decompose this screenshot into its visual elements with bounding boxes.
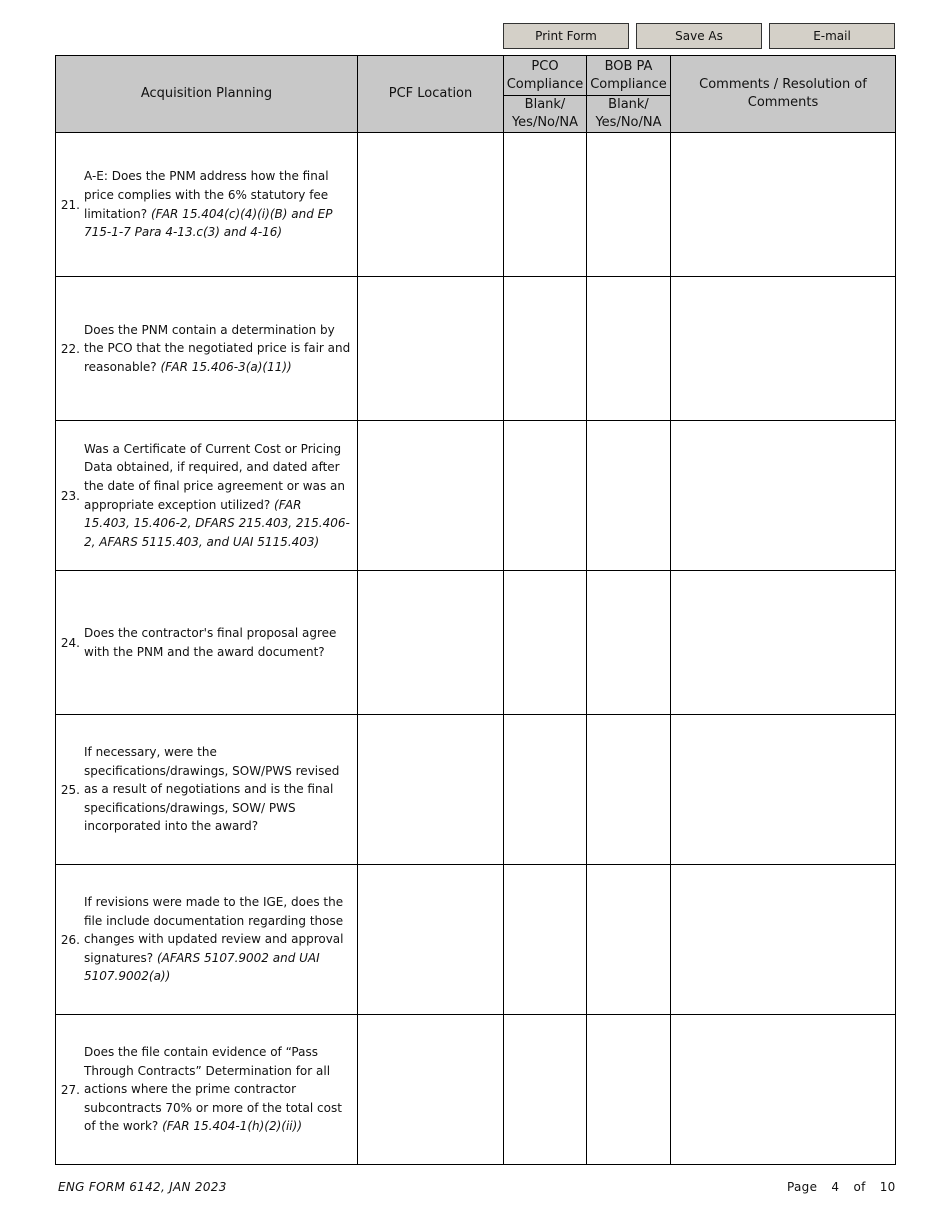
header-bob-options: Blank/ Yes/No/NA — [587, 96, 671, 133]
comments-field[interactable] — [671, 277, 896, 421]
question-number: 23. — [60, 488, 80, 503]
page-total: 10 — [879, 1180, 896, 1194]
question-number: 24. — [60, 635, 80, 650]
question-cell — [56, 715, 358, 865]
question-citation: (AFARS 5107.9002 and UAI 5107.9002(a)) — [84, 950, 320, 984]
question-number: 21. — [60, 197, 80, 212]
question-text-block — [84, 440, 357, 552]
pco-compliance-field[interactable] — [504, 421, 587, 571]
pco-compliance-field[interactable] — [504, 1015, 587, 1165]
comments-field[interactable] — [671, 865, 896, 1015]
checklist-table — [55, 55, 896, 1165]
pcf-location-field[interactable] — [358, 277, 504, 421]
question-text: A-E: Does the PNM address how the final price complies with the 6% statutory fee limitation? — [84, 169, 329, 221]
question-text-block — [84, 321, 357, 377]
header-pcf-location: PCF Location — [358, 56, 504, 133]
question-text: Does the file contain evidence of “Pass Through Contracts” Determination for all actions where the prime contractor subcontracts 70% or more of the total cost of the work? — [84, 1045, 342, 1134]
comments-field[interactable] — [671, 421, 896, 571]
print-form-button[interactable]: Print Form — [503, 23, 629, 49]
question-number: 27. — [60, 1082, 80, 1097]
question-row — [56, 715, 896, 865]
comments-field[interactable] — [671, 133, 896, 277]
bob-compliance-field[interactable] — [587, 133, 671, 277]
question-cell — [56, 571, 358, 715]
pcf-location-field[interactable] — [358, 571, 504, 715]
pcf-location-field[interactable] — [358, 715, 504, 865]
header-pco-compliance: PCO Compliance — [504, 56, 587, 96]
save-as-button[interactable]: Save As — [636, 23, 762, 49]
question-number: 25. — [60, 782, 80, 797]
pco-compliance-field[interactable] — [504, 133, 587, 277]
form-number: ENG FORM 6142, JAN 2023 — [58, 1180, 227, 1194]
of-label: of — [853, 1180, 866, 1194]
question-text: If revisions were made to the IGE, does the file include documentation regarding those changes with updated review and approval signatures? — [84, 895, 344, 965]
question-row — [56, 421, 896, 571]
question-row — [56, 133, 896, 277]
question-row — [56, 1015, 896, 1165]
email-button[interactable]: E-mail — [769, 23, 895, 49]
question-cell — [56, 277, 358, 421]
question-citation: (FAR 15.406-3(a)(11)) — [160, 359, 292, 374]
pco-compliance-field[interactable] — [504, 865, 587, 1015]
page-label: Page — [787, 1180, 818, 1194]
comments-field[interactable] — [671, 715, 896, 865]
header-comments: Comments / Resolution of Comments — [671, 56, 896, 133]
question-citation: (FAR 15.404-1(h)(2)(ii)) — [162, 1119, 302, 1134]
question-text: Was a Certificate of Current Cost or Pricing Data obtained, if required, and dated after the date of final price agreement or was an appropriate exception utilized? — [84, 441, 345, 512]
pco-compliance-field[interactable] — [504, 571, 587, 715]
question-cell — [56, 1015, 358, 1165]
pcf-location-field[interactable] — [358, 1015, 504, 1165]
comments-field[interactable] — [671, 1015, 896, 1165]
question-row — [56, 571, 896, 715]
question-citation: (FAR 15.403, 15.406-2, DFARS 215.403, 215.406-2, AFARS 5115.403, and UAI 5115.403) — [84, 497, 350, 549]
question-text-block — [84, 624, 357, 661]
question-text-block — [84, 743, 357, 836]
question-text-block — [84, 167, 357, 241]
question-row — [56, 865, 896, 1015]
bob-compliance-field[interactable] — [587, 571, 671, 715]
pcf-location-field[interactable] — [358, 133, 504, 277]
question-number: 26. — [60, 932, 80, 947]
question-cell — [56, 421, 358, 571]
bob-compliance-field[interactable] — [587, 277, 671, 421]
bob-compliance-field[interactable] — [587, 865, 671, 1015]
question-row — [56, 277, 896, 421]
pcf-location-field[interactable] — [358, 865, 504, 1015]
bob-compliance-field[interactable] — [587, 1015, 671, 1165]
bob-compliance-field[interactable] — [587, 715, 671, 865]
question-citation: (FAR 15.404(c)(4)(i)(B) and EP 715-1-7 Para 4-13.c(3) and 4-16) — [84, 206, 333, 240]
question-cell — [56, 865, 358, 1015]
question-text: Does the PNM contain a determination by the PCO that the negotiated price is fair and reasonable? — [84, 322, 351, 374]
question-text: Does the contractor's final proposal agree with the PNM and the award document? — [84, 625, 337, 659]
question-text-block — [84, 1043, 357, 1136]
header-bob-compliance: BOB PA Compliance — [587, 56, 671, 96]
bob-compliance-field[interactable] — [587, 421, 671, 571]
question-text-block — [84, 893, 357, 986]
pcf-location-field[interactable] — [358, 421, 504, 571]
pco-compliance-field[interactable] — [504, 715, 587, 865]
question-number: 22. — [60, 341, 80, 356]
page-indicator — [787, 1180, 896, 1194]
comments-field[interactable] — [671, 571, 896, 715]
page-number: 4 — [831, 1180, 840, 1194]
header-acquisition-planning: Acquisition Planning — [56, 56, 358, 133]
question-text: If necessary, were the specifications/drawings, SOW/PWS revised as a result of negotiations and is the final specifications/drawings, SOW/ PWS incorporated into the award? — [84, 745, 340, 834]
pco-compliance-field[interactable] — [504, 277, 587, 421]
question-cell — [56, 133, 358, 277]
header-pco-options: Blank/ Yes/No/NA — [504, 96, 587, 133]
